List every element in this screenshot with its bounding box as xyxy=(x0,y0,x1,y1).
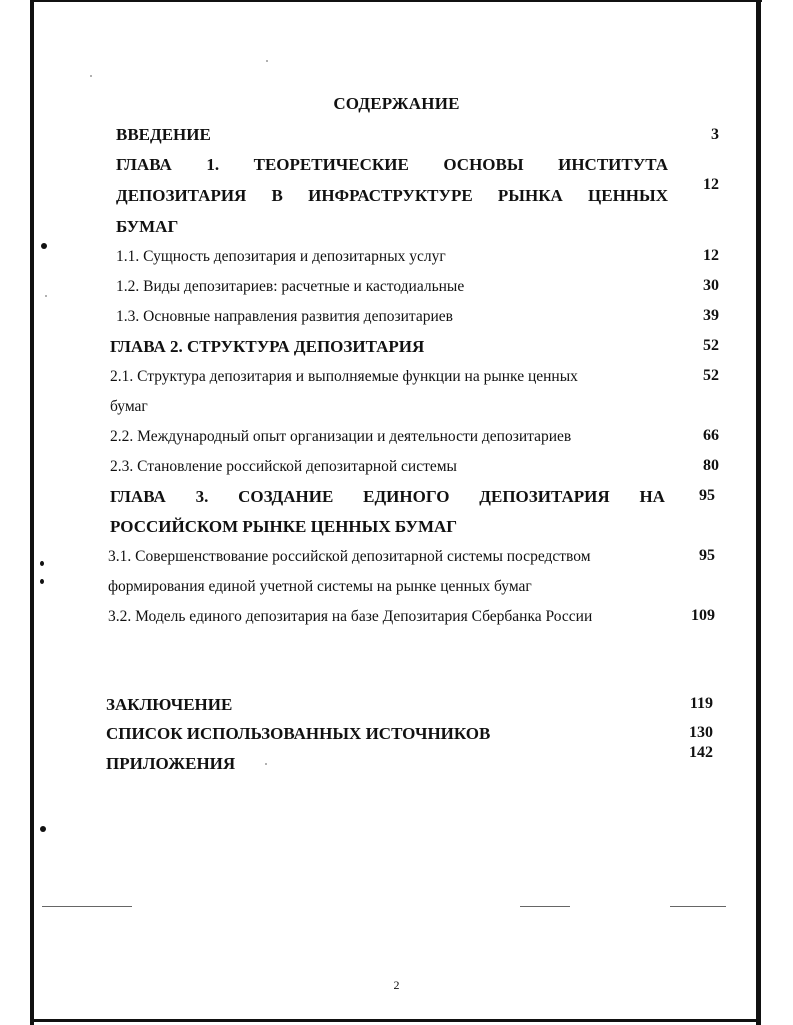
toc-chapter1-page: 12 xyxy=(703,176,719,193)
toc-appendix: ПРИЛОЖЕНИЯ xyxy=(106,754,236,773)
toc-chapter3-line1: ГЛАВА 3. СОЗДАНИЕ ЕДИНОГО ДЕПОЗИТАРИЯ НА xyxy=(110,487,665,506)
scan-speck xyxy=(90,75,92,77)
toc-sources: СПИСОК ИСПОЛЬЗОВАННЫХ ИСТОЧНИКОВ xyxy=(106,724,491,743)
toc-section-2-1-page: 52 xyxy=(703,367,719,384)
toc-conclusion-page: 119 xyxy=(689,695,713,712)
page-border-bottom xyxy=(30,1019,761,1022)
toc-intro-label: ВВЕДЕНИЕ xyxy=(116,125,211,144)
toc-section-2-3: 2.3. Становление российской депозитарной системы xyxy=(110,458,457,475)
toc-section-3-1-page: 95 xyxy=(699,547,715,564)
scan-dash xyxy=(42,906,132,907)
scan-mark xyxy=(41,243,47,249)
page-title: СОДЕРЖАНИЕ xyxy=(333,94,460,113)
toc-appendix-page: 142 xyxy=(689,744,713,761)
toc-section-2-2-page: 66 xyxy=(703,427,719,444)
toc-section-1-1: 1.1. Сущность депозитария и депозитарных услуг xyxy=(116,248,446,265)
toc-section-2-1-line1: 2.1. Структура депозитария и выполняемые функции на рынке ценных xyxy=(110,368,578,385)
toc-section-1-2-page: 30 xyxy=(703,277,719,294)
toc-section-1-3: 1.3. Основные направления развития депозитариев xyxy=(116,308,453,325)
scan-speck xyxy=(265,763,267,765)
toc-chapter3-page: 95 xyxy=(699,487,715,504)
scan-speck xyxy=(45,295,47,297)
toc-intro-page: 3 xyxy=(711,126,719,143)
toc-section-3-1-line2: формирования единой учетной системы на рынке ценных бумаг xyxy=(108,578,532,595)
scan-mark xyxy=(40,579,44,584)
toc-section-1-2: 1.2. Виды депозитариев: расчетные и кастодиальные xyxy=(116,278,465,295)
toc-sources-page: 130 xyxy=(689,724,713,741)
toc-chapter2-page: 52 xyxy=(703,337,719,354)
toc-section-1-1-page: 12 xyxy=(703,247,719,264)
toc-chapter2: ГЛАВА 2. СТРУКТУРА ДЕПОЗИТАРИЯ xyxy=(110,337,425,356)
scan-dash xyxy=(670,906,726,907)
page-border-left xyxy=(30,0,34,1025)
toc-chapter1-line1: ГЛАВА 1. ТЕОРЕТИЧЕСКИЕ ОСНОВЫ ИНСТИТУТА xyxy=(116,155,668,174)
toc-chapter3-line2: РОССИЙСКОМ РЫНКЕ ЦЕННЫХ БУМАГ xyxy=(110,517,458,536)
page-number: 2 xyxy=(393,978,400,992)
scan-mark xyxy=(40,561,44,566)
scan-dash xyxy=(520,906,570,907)
toc-section-3-2: 3.2. Модель единого депозитария на базе Депозитария Сбербанка России xyxy=(108,608,593,625)
toc-section-2-2: 2.2. Международный опыт организации и деятельности депозитариев xyxy=(110,428,572,445)
page-border-top xyxy=(30,0,762,2)
toc-section-2-3-page: 80 xyxy=(703,457,719,474)
toc-section-1-3-page: 39 xyxy=(703,307,719,324)
scan-speck xyxy=(266,60,268,62)
toc-chapter1-line2: ДЕПОЗИТАРИЯ В ИНФРАСТРУКТУРЕ РЫНКА ЦЕННЫХ xyxy=(116,186,668,205)
toc-section-3-1-line1: 3.1. Совершенствование российской депозитарной системы посредством xyxy=(108,548,591,565)
scan-mark xyxy=(40,826,46,832)
toc-conclusion: ЗАКЛЮЧЕНИЕ xyxy=(106,695,233,714)
toc-chapter1-line3: БУМАГ xyxy=(116,217,179,236)
toc-section-2-1-line2: бумаг xyxy=(110,398,148,415)
toc-section-3-2-page: 109 xyxy=(691,607,715,624)
page-border-right xyxy=(756,0,761,1025)
